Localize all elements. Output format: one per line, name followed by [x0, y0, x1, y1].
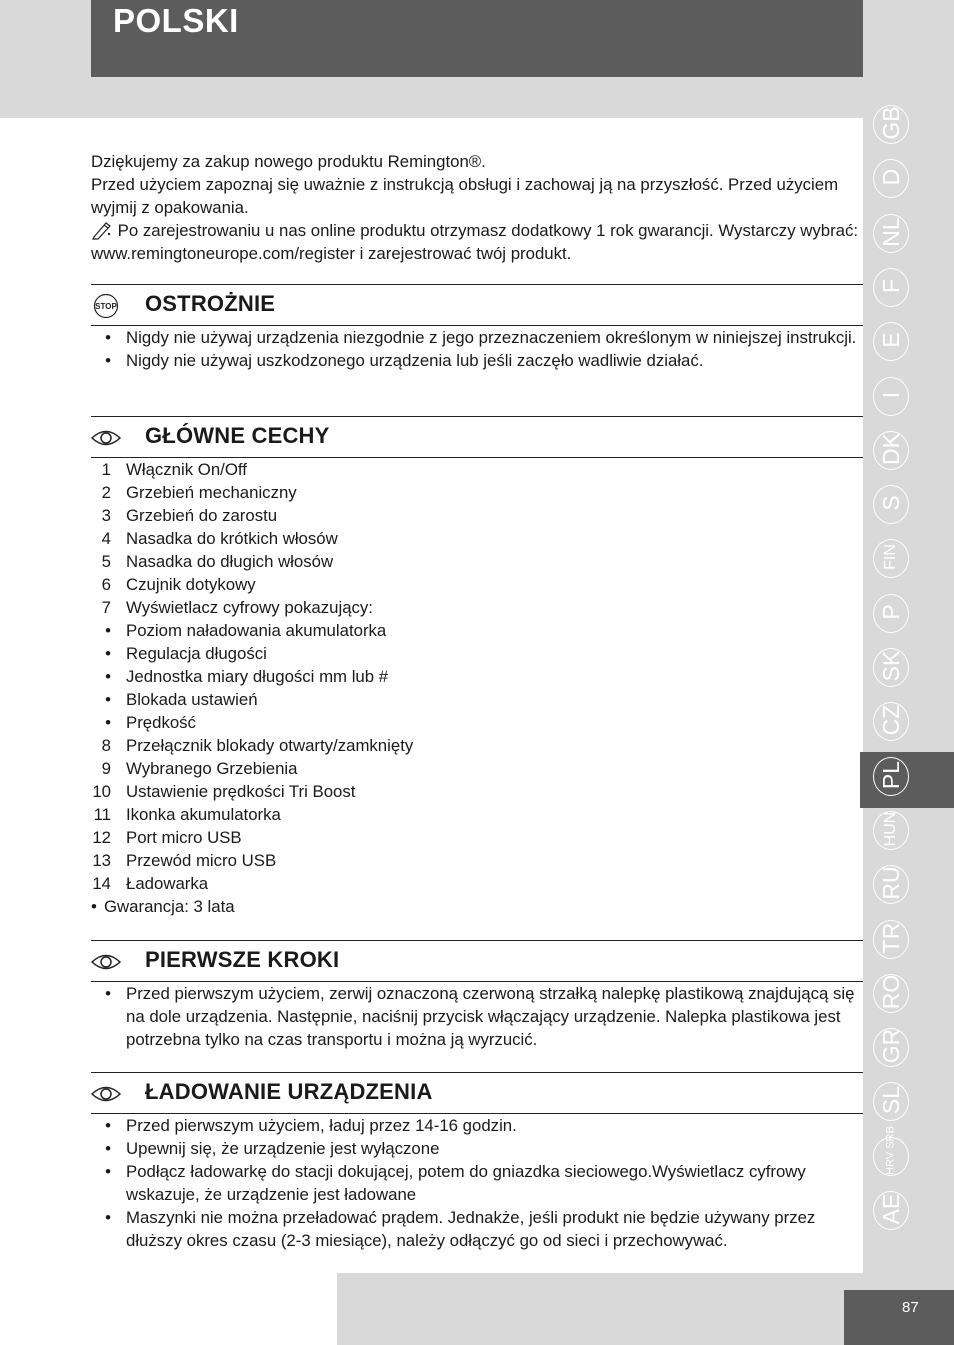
list-item	[91, 734, 863, 757]
list-item	[91, 458, 863, 481]
intro-text	[91, 150, 861, 265]
section-title: GŁÓWNE CECHY	[145, 423, 330, 448]
list-item-marker: •	[105, 644, 111, 663]
language-tab-s[interactable]	[871, 480, 911, 529]
list-item-text: Przełącznik blokady otwarty/zamknięty	[126, 736, 414, 755]
list-item	[91, 527, 863, 550]
list-item-text: Blokada ustawień	[126, 690, 258, 709]
warranty-line: • Gwarancja: 3 lata	[91, 897, 235, 916]
list-item	[91, 803, 863, 826]
language-tab-ru[interactable]	[871, 860, 911, 909]
list-item-text: Jednostka miary długości mm lub #	[126, 667, 389, 686]
list-item	[91, 596, 863, 619]
list-item-text: Grzebień mechaniczny	[126, 483, 297, 502]
list-item: • Nigdy nie używaj urządzenia niezgodnie z jego przeznaczeniem określonym w niniejszej instrukcji.	[105, 328, 857, 347]
first-steps-list	[91, 982, 863, 1051]
page-number: 87	[902, 1299, 919, 1316]
list-item	[91, 550, 863, 573]
list-item-text: Ładowarka	[126, 874, 209, 893]
list-item-marker: 1	[101, 460, 111, 479]
list-item-marker: 3	[101, 506, 111, 525]
list-item: • Przed pierwszym użyciem, zerwij oznaczoną czerwoną strzałką nalepkę plastikową znajdującą się na dole urządzenia. Następnie, naciśnij przycisk włączający urządzenie. Nalepka plastikowa jest potrzebna tylko na czas transportu i można ją wyrzucić.	[105, 984, 855, 1049]
warranty-text: Gwarancja: 3 lata	[104, 897, 235, 916]
language-tab-gb[interactable]	[871, 100, 911, 149]
language-tab-i[interactable]	[871, 372, 911, 421]
list-item	[91, 665, 863, 688]
language-tab-sk[interactable]	[871, 643, 911, 692]
language-tab-hun[interactable]	[871, 806, 911, 855]
language-tab-sl[interactable]	[871, 1077, 911, 1126]
section-header	[91, 284, 863, 326]
list-item-marker: 9	[101, 759, 111, 778]
list-item	[91, 504, 863, 527]
header-bar	[91, 0, 863, 77]
list-item	[91, 849, 863, 872]
section-title: OSTROŻNIE	[145, 291, 276, 316]
list-item: • Maszynki nie można przeładować prądem. Jednakże, jeśli produkt nie będzie używany przez dłuższy okres czasu (2-3 miesiące), należy odłączyć go od sieci i przechowywać.	[105, 1208, 816, 1250]
caution-list	[91, 326, 863, 372]
charging-list	[91, 1114, 863, 1252]
list-item-marker: 4	[101, 529, 111, 548]
section-first-steps	[91, 940, 863, 1051]
language-tab-f[interactable]	[871, 263, 911, 312]
tab-label: SK	[878, 650, 904, 682]
list-item	[91, 688, 863, 711]
list-item-text: Port micro USB	[126, 828, 242, 847]
intro-registration	[91, 219, 861, 265]
list-item-text: Przed pierwszym użyciem, ładuj przez 14-16 godzin.	[126, 1116, 517, 1135]
list-item	[91, 481, 863, 504]
section-title: PIERWSZE KROKI	[145, 947, 340, 972]
tab-label: DK	[878, 432, 904, 465]
list-item	[91, 711, 863, 734]
list-item	[91, 826, 863, 849]
page-number-box	[844, 1290, 954, 1345]
section-caution	[91, 284, 863, 372]
language-tab-fin[interactable]	[871, 534, 911, 583]
section-header	[91, 940, 863, 982]
eye-icon	[91, 950, 121, 974]
list-item	[91, 872, 863, 895]
list-item-marker: •	[105, 690, 111, 709]
list-item: • Przed pierwszym użyciem, ładuj przez 14-16 godzin.	[105, 1116, 517, 1135]
list-item-marker: 10	[92, 782, 111, 801]
tab-label: E	[878, 332, 904, 348]
list-item-marker: 11	[93, 805, 111, 824]
list-item-marker: 12	[92, 828, 111, 847]
language-tab-gr[interactable]	[871, 1023, 911, 1072]
tab-label: GR	[878, 1028, 904, 1064]
eye-icon	[91, 426, 121, 450]
language-tab-tr[interactable]	[871, 915, 911, 964]
language-tab-nl[interactable]	[871, 209, 911, 258]
tab-label: RU	[878, 866, 904, 900]
page-title: POLSKI	[113, 2, 239, 39]
list-item	[91, 573, 863, 596]
tab-label: SL	[878, 1086, 904, 1115]
tab-label: GB	[878, 106, 904, 140]
language-tab-dk[interactable]	[871, 426, 911, 475]
list-item	[91, 619, 863, 642]
language-tab-d[interactable]	[871, 154, 911, 203]
features-list	[91, 458, 863, 895]
list-item-text: Czujnik dotykowy	[126, 575, 256, 594]
list-item-text: Przewód micro USB	[126, 851, 277, 870]
tab-label: S	[878, 495, 904, 511]
list-item-marker: •	[105, 667, 111, 686]
list-item-text: Maszynki nie można przeładować prądem. Jednakże, jeśli produkt nie będzie używany przez dłuższy okres czasu (2-3 miesiące), należy odłączyć go od sieci i przechowywać.	[126, 1208, 816, 1250]
list-item-text: Wyświetlacz cyfrowy pokazujący:	[126, 598, 373, 617]
language-tab-hrv-srb[interactable]	[871, 1125, 911, 1181]
list-item-text: Nigdy nie używaj uszkodzonego urządzenia lub jeśli zaczęło wadliwie działać.	[126, 351, 704, 370]
list-item-marker: 13	[92, 851, 111, 870]
language-tab-e[interactable]	[871, 317, 911, 366]
list-item-text: Prędkość	[126, 713, 196, 732]
language-tab-cz[interactable]	[871, 697, 911, 746]
list-item-text: Regulacja długości	[126, 644, 267, 663]
tab-label: F	[878, 278, 904, 293]
intro-registration-text: Po zarejestrowaniu u nas online produktu otrzymasz dodatkowy 1 rok gwarancji. Wystarczy wybrać: www.remingtoneurope.com/register i zarejestrować twój produkt.	[91, 221, 859, 263]
list-item-text: Grzebień do zarostu	[126, 506, 278, 525]
stop-icon-label: STOP	[95, 302, 117, 311]
list-item-marker: 8	[101, 736, 111, 755]
intro-thanks: Dziękujemy za zakup nowego produktu Remington®.	[91, 152, 486, 171]
list-item-marker: 6	[101, 575, 111, 594]
section-charging	[91, 1072, 863, 1252]
list-item-text: Nasadka do długich włosów	[126, 552, 334, 571]
list-item-text: Przed pierwszym użyciem, zerwij oznaczoną czerwoną strzałką nalepkę plastikową znajdującą się na dole urządzenia. Następnie, naciśnij przycisk włączający urządzenie. Nalepka plastikowa jest potrzebna tylko na czas transportu i można ją wyrzucić.	[126, 984, 855, 1049]
tab-label: HRV SRB	[884, 1125, 897, 1175]
language-tab-ae[interactable]	[871, 1186, 911, 1235]
tab-label: NL	[878, 216, 904, 247]
pen-icon	[91, 220, 113, 240]
list-item-marker: 5	[101, 552, 111, 571]
stop-icon	[91, 294, 121, 318]
section-header	[91, 1072, 863, 1114]
list-item-text: Ustawienie prędkości Tri Boost	[126, 782, 356, 801]
section-header	[91, 416, 863, 458]
list-item-marker: •	[105, 713, 111, 732]
list-item-text: Nasadka do krótkich włosów	[126, 529, 338, 548]
list-item-marker: •	[105, 621, 111, 640]
list-item: • Upewnij się, że urządzenie jest wyłączone	[105, 1139, 440, 1158]
list-item-text: Poziom naładowania akumulatorka	[126, 621, 387, 640]
intro-instructions: Przed użyciem zapoznaj się uważnie z instrukcją obsługi i zachowaj ją na przyszłość. Przed użyciem wyjmij z opakowania.	[91, 175, 839, 217]
tab-label: FIN	[882, 544, 899, 571]
section-features	[91, 416, 863, 918]
list-item-marker: 2	[101, 483, 111, 502]
list-item-text: Ikonka akumulatorka	[126, 805, 281, 824]
tab-label: D	[878, 168, 904, 186]
section-title: ŁADOWANIE URZĄDZENIA	[145, 1079, 433, 1104]
list-item	[91, 757, 863, 780]
list-item	[91, 780, 863, 803]
list-item-text: Podłącz ładowarkę do stacji dokującej, potem do gniazdka sieciowego.Wyświetlacz cyfrowy wskazuje, że urządzenie jest ładowane	[126, 1162, 806, 1204]
list-item-text: Wybranego Grzebienia	[126, 759, 298, 778]
language-tab-ro[interactable]	[871, 969, 911, 1018]
tab-label: RO	[878, 974, 904, 1010]
list-item-marker: 7	[101, 598, 111, 617]
list-item: • Nigdy nie używaj uszkodzonego urządzenia lub jeśli zaczęło wadliwie działać.	[105, 351, 704, 370]
eye-icon	[91, 1082, 121, 1106]
tab-label: P	[878, 604, 904, 620]
list-item	[91, 642, 863, 665]
language-tab-pl[interactable]	[871, 752, 911, 801]
list-item-text: Włącznik On/Off	[126, 460, 247, 479]
page-bottom-area	[0, 1273, 337, 1345]
tab-label: PL	[878, 760, 904, 789]
list-item-text: Upewnij się, że urządzenie jest wyłączone	[126, 1139, 440, 1158]
list-item-marker: 14	[92, 874, 111, 893]
list-item-text: Nigdy nie używaj urządzenia niezgodnie z jego przeznaczeniem określonym w niniejszej instrukcji.	[126, 328, 857, 347]
tab-label: HUN	[882, 811, 899, 847]
tab-label: CZ	[878, 704, 904, 736]
list-item: • Podłącz ładowarkę do stacji dokującej, potem do gniazdka sieciowego.Wyświetlacz cyfrowy wskazuje, że urządzenie jest ładowane	[105, 1162, 806, 1204]
tab-label: TR	[878, 922, 904, 953]
tab-label: AE	[878, 1193, 904, 1225]
tab-label: I	[878, 391, 904, 398]
language-tab-p[interactable]	[871, 589, 911, 638]
